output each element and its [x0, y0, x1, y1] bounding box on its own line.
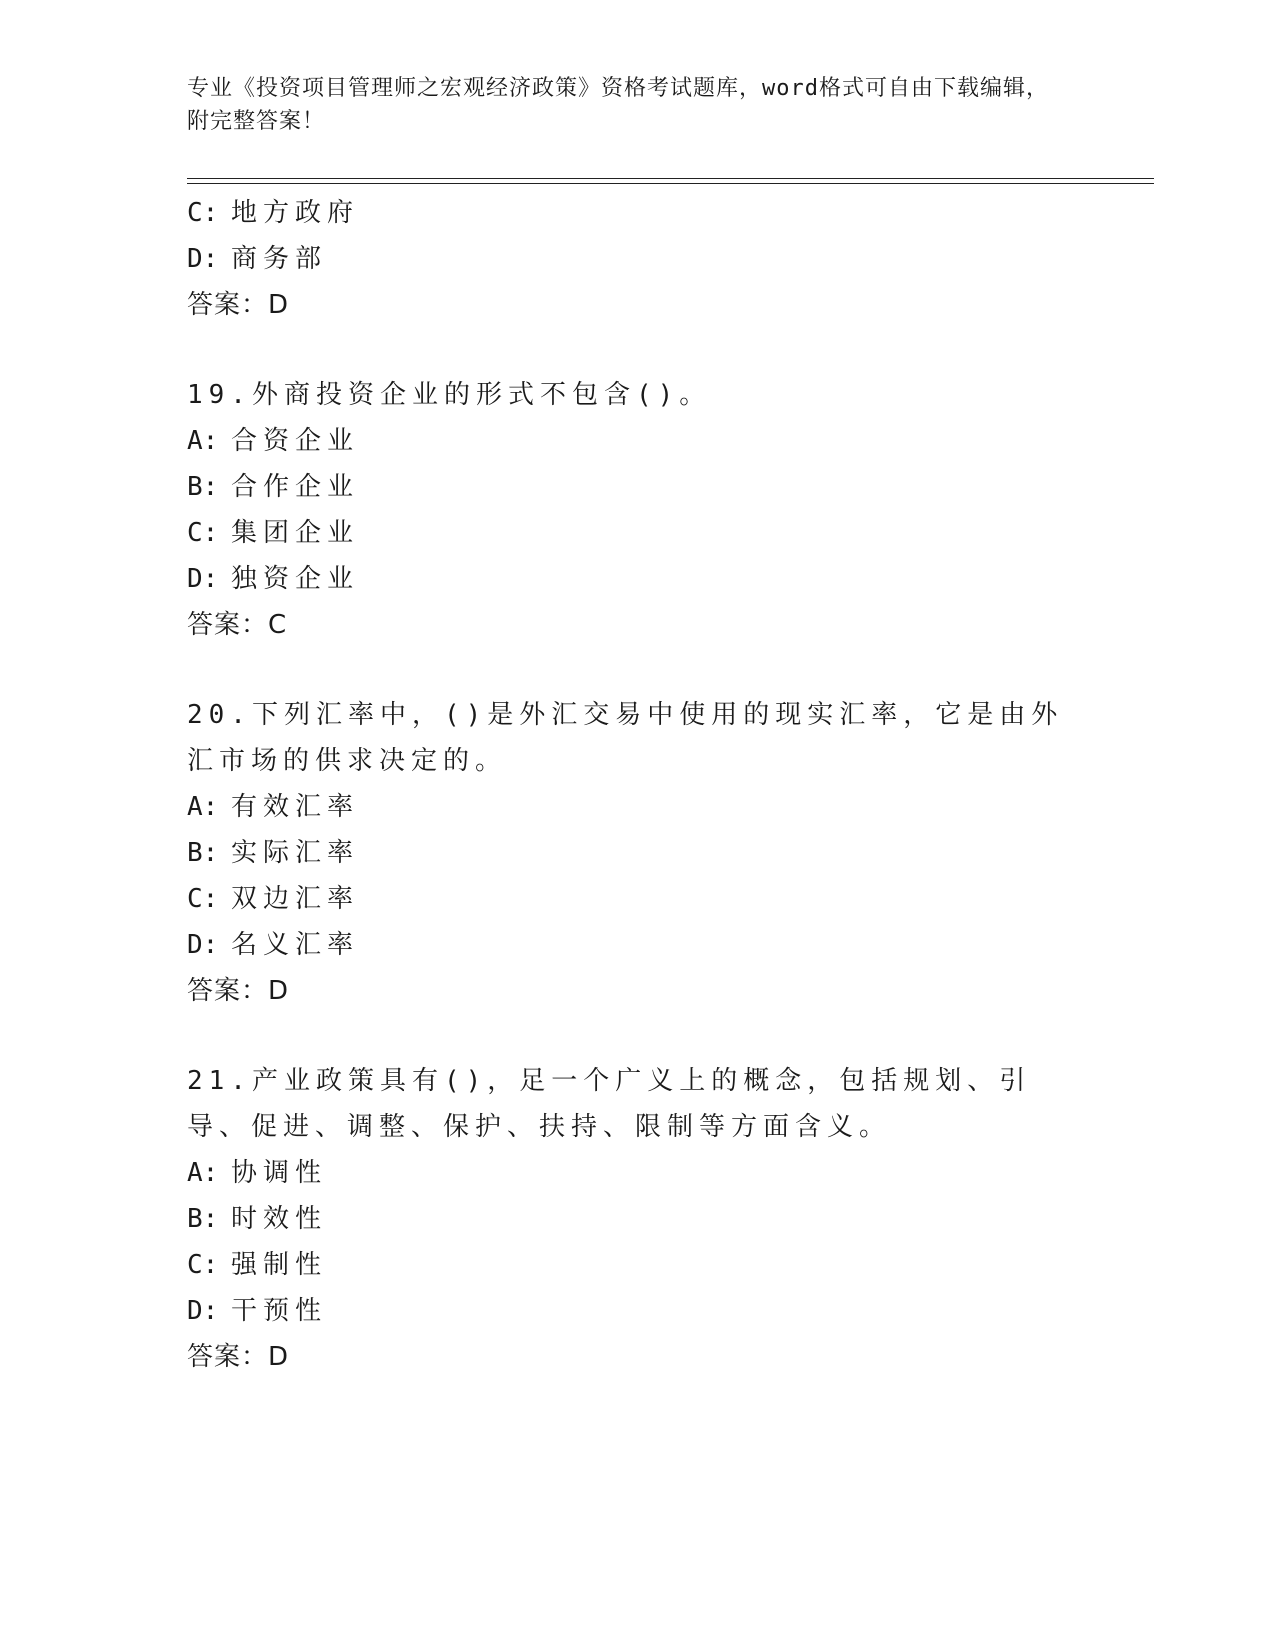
answer-line: 答案：D [187, 976, 290, 1006]
option-letter: B: [187, 838, 219, 868]
option-text: 合资企业 [231, 426, 360, 456]
option-row [187, 1242, 1087, 1288]
option-row [187, 922, 1087, 968]
option-letter: D: [187, 564, 219, 594]
option-text: 干预性 [231, 1296, 328, 1326]
option-row [187, 510, 1087, 556]
option-text: 有效汇率 [231, 792, 360, 822]
option-letter: B: [187, 472, 219, 502]
question-item [187, 1058, 1087, 1380]
previous-question-tail [187, 190, 1087, 328]
option-text: 地方政府 [231, 198, 360, 228]
option-row [187, 236, 1087, 282]
page-header: 专业《投资项目管理师之宏观经济政策》资格考试题库，word格式可自由下载编辑，附完整答案！ [187, 76, 1049, 134]
question-stem: 20.下列汇率中，()是外汇交易中使用的现实汇率，它是由外汇市场的供求决定的。 [187, 700, 1064, 776]
question-list [187, 190, 1087, 1380]
header-divider-bottom [187, 183, 1154, 184]
option-letter: D: [187, 1296, 219, 1326]
option-text: 双边汇率 [231, 884, 360, 914]
option-text: 独资企业 [231, 564, 360, 594]
option-text: 实际汇率 [231, 838, 360, 868]
option-letter: A: [187, 426, 219, 456]
option-text: 名义汇率 [231, 930, 360, 960]
option-letter: A: [187, 792, 219, 822]
option-letter: B: [187, 1204, 219, 1234]
answer-line: 答案：D [187, 1342, 290, 1372]
option-row [187, 1288, 1087, 1334]
question-item [187, 372, 1087, 648]
option-row [187, 1150, 1087, 1196]
header-divider-top [187, 178, 1154, 179]
option-letter: A: [187, 1158, 219, 1188]
option-row [187, 876, 1087, 922]
option-row [187, 830, 1087, 876]
question-stem: 19.外商投资企业的形式不包含()。 [187, 380, 712, 410]
option-text: 时效性 [231, 1204, 328, 1234]
option-letter: C: [187, 884, 219, 914]
option-text: 强制性 [231, 1250, 328, 1280]
option-row [187, 1196, 1087, 1242]
answer-line: 答案：D [187, 290, 290, 320]
option-row [187, 464, 1087, 510]
option-text: 集团企业 [231, 518, 360, 548]
option-letter: C: [187, 198, 219, 228]
question-item [187, 692, 1087, 1014]
option-text: 合作企业 [231, 472, 360, 502]
answer-line: 答案：C [187, 610, 288, 640]
option-text: 商务部 [231, 244, 328, 274]
option-letter: D: [187, 930, 219, 960]
option-row [187, 556, 1087, 602]
option-row [187, 418, 1087, 464]
option-text: 协调性 [231, 1158, 328, 1188]
option-row [187, 784, 1087, 830]
question-stem: 21.产业政策具有()，足一个广义上的概念，包括规划、引导、促进、调整、保护、扶持、限制等方面含义。 [187, 1066, 1032, 1142]
option-letter: D: [187, 244, 219, 274]
option-letter: C: [187, 1250, 219, 1280]
option-letter: C: [187, 518, 219, 548]
option-row [187, 190, 1087, 236]
